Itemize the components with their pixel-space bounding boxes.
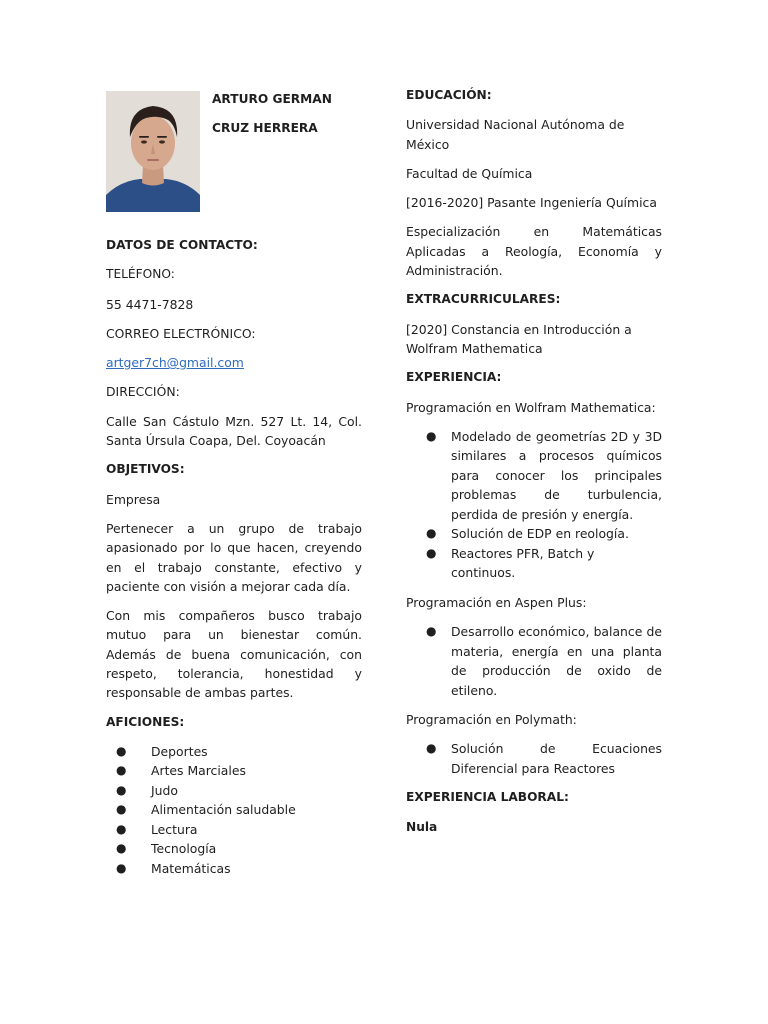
first-name: ARTURO GERMAN — [212, 92, 332, 106]
objectives-paragraph-2: Con mis compañeros busco trabajo mutuo para un bienestar común. Además de buena comunicación, con respeto, tolerancia, honestidad y responsable de ambas partes. — [106, 608, 362, 701]
bullet-icon: ● — [116, 841, 127, 856]
contact-heading: DATOS DE CONTACTO: — [106, 238, 258, 252]
extracurricular-heading: EXTRACURRICULARES: — [406, 292, 561, 307]
list-item: ● Reactores PFR, Batch y continuos. — [426, 545, 595, 581]
address-label: DIRECCIÓN: — [106, 384, 180, 400]
education-university: Universidad Nacional Autónoma de México — [406, 117, 625, 152]
resume-header — [106, 86, 362, 236]
objectives-heading: OBJETIVOS: — [106, 462, 185, 477]
phone-value: 55 4471-7828 — [106, 296, 194, 312]
bullet-icon: ● — [116, 860, 127, 875]
phone-label: TELÉFONO: — [106, 267, 175, 282]
list-item: ● Matemáticas — [106, 859, 362, 879]
education-specialization: Especialización en Matemáticas Aplicadas a Reología, Economía y Administración. — [406, 224, 662, 279]
right-column — [406, 86, 662, 847]
list-item: ● Alimentación saludable — [106, 800, 362, 820]
education-faculty: Facultad de Química — [406, 165, 533, 181]
last-name: CRUZ HERRERA — [212, 121, 318, 136]
name-block — [212, 90, 332, 149]
profile-photo — [106, 91, 200, 212]
list-item: ● Tecnología — [106, 839, 362, 859]
work-experience-heading: EXPERIENCIA LABORAL: — [406, 790, 569, 805]
objectives-paragraph-1: Pertenecer a un grupo de trabajo apasionado por lo que hacen, creyendo en el trabajo constante, efectivo y paciente con visión a mejorar cada día. — [106, 520, 362, 594]
experience-list-polymath — [406, 739, 662, 778]
bullet-icon: ● — [426, 624, 437, 639]
list-item: ● Deportes — [106, 742, 362, 762]
bullet-icon: ● — [116, 782, 127, 797]
extracurricular-item: [2020] Constancia en Introducción a Wolfram Mathematica — [406, 321, 632, 356]
experience-group-title: Programación en Wolfram Mathematica: — [406, 399, 656, 415]
list-item: ● Artes Marciales — [106, 761, 362, 781]
bullet-icon: ● — [426, 545, 437, 560]
email-label: CORREO ELECTRÓNICO: — [106, 325, 256, 341]
experience-list-aspen — [406, 622, 662, 700]
list-item: ● Desarrollo económico, balance de materia, energía en una planta de producción de oxido de etileno. — [426, 624, 662, 698]
hobbies-list — [106, 742, 362, 879]
list-item: ● Judo — [106, 781, 362, 801]
email-link[interactable]: artger7ch@gmail.com — [106, 355, 244, 371]
bullet-icon: ● — [116, 763, 127, 778]
bullet-icon: ● — [426, 526, 437, 541]
experience-list-wolfram — [406, 427, 662, 583]
experience-heading: EXPERIENCIA: — [406, 370, 502, 385]
hobbies-heading: AFICIONES: — [106, 714, 185, 729]
list-item: ● Lectura — [106, 820, 362, 840]
education-heading: EDUCACIÓN: — [406, 88, 492, 102]
bullet-icon: ● — [426, 428, 437, 443]
experience-group-title: Programación en Polymath: — [406, 712, 577, 728]
objectives-company: Empresa — [106, 491, 161, 507]
address-value: Calle San Cástulo Mzn. 527 Lt. 14, Col. Santa Úrsula Coapa, Del. Coyoacán — [106, 413, 362, 449]
education-degree: [2016-2020] Pasante Ingeniería Química — [406, 195, 657, 211]
left-column — [106, 86, 362, 888]
list-item: ● Solución de EDP en reología. — [406, 524, 662, 544]
bullet-icon: ● — [116, 802, 127, 817]
list-item: ● Modelado de geometrías 2D y 3D similares a procesos químicos para conocer los principales problemas de turbulencia, perdida de presión y energía. — [426, 428, 662, 522]
bullet-icon: ● — [426, 741, 437, 756]
experience-group-title: Programación en Aspen Plus: — [406, 594, 587, 610]
bullet-icon: ● — [116, 743, 127, 758]
work-experience-value: Nula — [406, 819, 438, 834]
list-item: ● Solución de Ecuaciones Diferencial para Reactores — [426, 741, 662, 776]
bullet-icon: ● — [116, 821, 127, 836]
